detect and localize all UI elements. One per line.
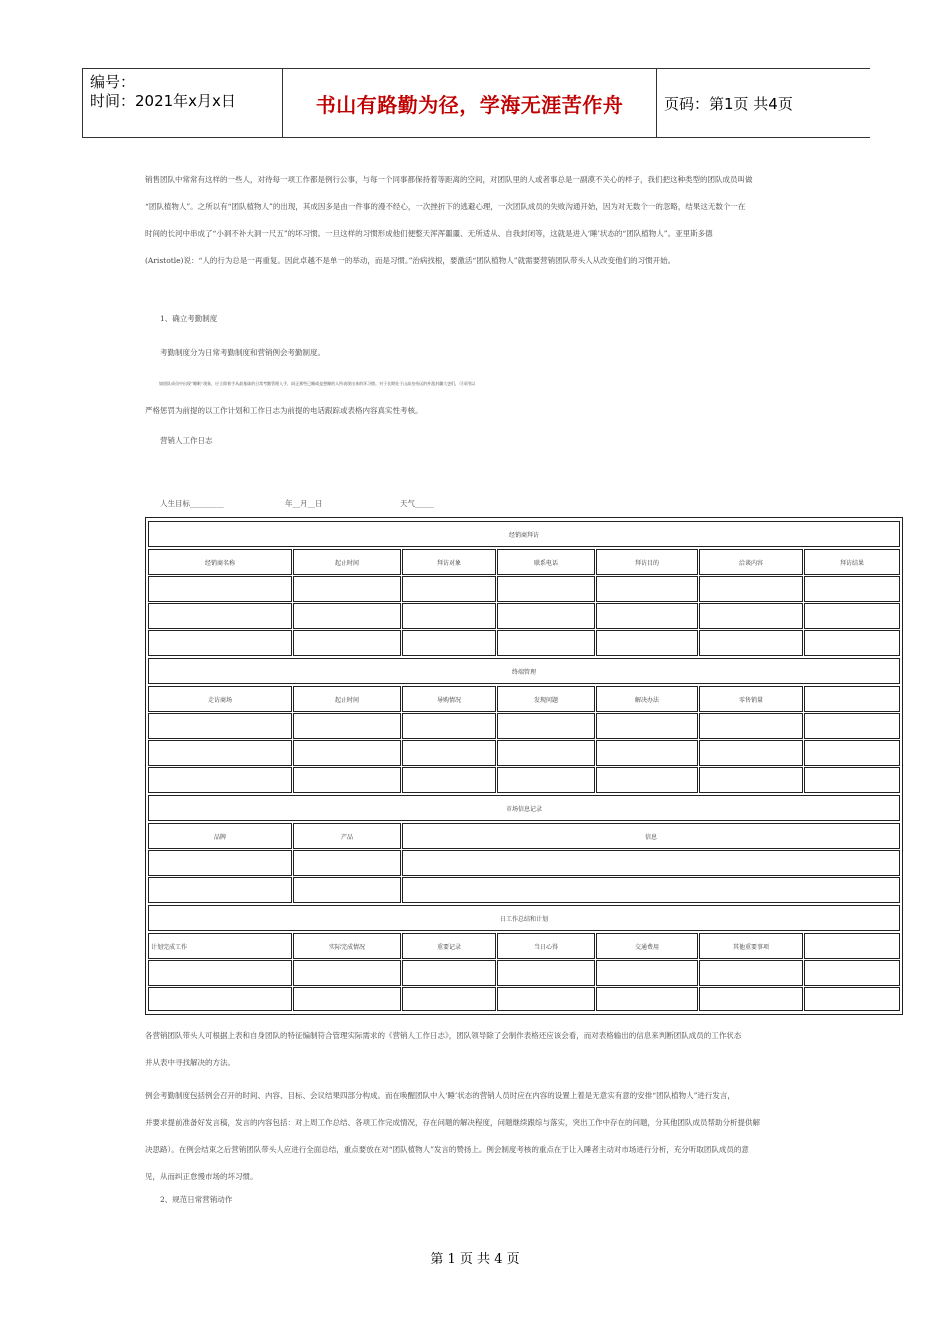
table-cell[interactable]: [804, 987, 900, 1011]
work-log-title: 营销人工作日志: [160, 436, 213, 445]
table-cell[interactable]: [293, 767, 401, 793]
table-section-title: 市场信息记录: [148, 795, 900, 821]
table-header-cell: 当日心得: [497, 933, 595, 959]
table-header-cell: 解决办法: [596, 686, 698, 712]
text-line: (Aristotle)说：“人的行为总是一再重复。因此卓越不是单一的举动，而是习惯。”治病找根，要激活“团队植物人”就需要营销团队带头人从改变他们的习惯开始。: [145, 256, 676, 265]
table-header-cell: 其他重要事项: [699, 933, 803, 959]
table-header-cell: 品牌: [148, 823, 292, 849]
section-2-title: 2、规范日常营销动作: [160, 1195, 233, 1204]
table-cell[interactable]: [293, 630, 401, 656]
table-cell[interactable]: [596, 767, 698, 793]
table-header-cell: 拜访对象: [402, 549, 496, 575]
table-cell[interactable]: [402, 877, 900, 903]
header-divider: [82, 69, 83, 137]
table-cell[interactable]: [402, 576, 496, 602]
table-header-cell: 起止时间: [293, 686, 401, 712]
table-header-cell: 起止时间: [293, 549, 401, 575]
life-goal-field: 人生目标_________: [160, 499, 224, 508]
table-cell[interactable]: [596, 960, 698, 986]
table-header-cell: [804, 933, 900, 959]
after-table-paragraph: [145, 1022, 805, 1076]
text-line: 并从表中寻找解决的方法。: [145, 1058, 235, 1067]
header-page-code: 页码：第1页 共4页: [664, 95, 793, 113]
text-line: “团队植物人”。之所以有“团队植物人”的出现，其成因多是由一件事的漫不经心，一次挫折下的逃避心理，一次团队成员的失败沟通开始，因为对无数个一的忽略，结果这无数个一在: [145, 202, 746, 211]
text-line: 销售团队中常常有这样的一些人，对待每一项工作都是例行公事，与每一个同事都保持着等距离的空间，对团队里的人或者事总是一副漠不关心的样子，我们把这种类型的团队成员叫做: [145, 175, 753, 184]
table-cell[interactable]: [148, 576, 292, 602]
table-cell[interactable]: [804, 713, 900, 739]
table-cell[interactable]: [596, 603, 698, 629]
table-cell[interactable]: [293, 740, 401, 766]
table-cell[interactable]: [497, 576, 595, 602]
table-header-cell: 零售销量: [699, 686, 803, 712]
table-cell[interactable]: [148, 603, 292, 629]
table-cell[interactable]: [497, 630, 595, 656]
meeting-paragraph: [145, 1082, 805, 1190]
text-line: 例会考勤制度包括例会召开的时间、内容、目标、会议结果四部分构成。而在唤醒团队中入‘睡’状态的营销人员时应在内容的设置上着是无意实有意的安排“团队植物人”进行发言，: [145, 1091, 735, 1100]
header-divider: [656, 69, 657, 137]
table-cell[interactable]: [596, 576, 698, 602]
table-cell[interactable]: [596, 630, 698, 656]
table-cell[interactable]: [699, 713, 803, 739]
table-cell[interactable]: [804, 740, 900, 766]
table-cell[interactable]: [699, 960, 803, 986]
table-header-cell: 产品: [293, 823, 401, 849]
table-cell[interactable]: [596, 740, 698, 766]
table-cell[interactable]: [402, 603, 496, 629]
table-cell[interactable]: [293, 960, 401, 986]
table-header-cell: 联系电话: [497, 549, 595, 575]
table-cell[interactable]: [293, 603, 401, 629]
table-header-cell: 信息: [402, 823, 900, 849]
table-header-cell: 走访商场: [148, 686, 292, 712]
date-field: 年__月__日: [285, 499, 323, 508]
table-cell[interactable]: [148, 850, 292, 876]
section-1-title: 1、确立考勤制度: [160, 314, 218, 323]
table-header-cell: 实际完成情况: [293, 933, 401, 959]
table-cell[interactable]: [293, 877, 401, 903]
table-cell[interactable]: [402, 630, 496, 656]
page-footer: 第 1 页 共 4 页: [430, 1252, 520, 1267]
table-cell[interactable]: [148, 767, 292, 793]
table-cell[interactable]: [497, 740, 595, 766]
table-cell[interactable]: [402, 960, 496, 986]
number-label: 编号：: [90, 73, 136, 91]
table-cell[interactable]: [148, 877, 292, 903]
table-header-cell: 发现问题: [497, 686, 595, 712]
table-header-cell: 经销商名称: [148, 549, 292, 575]
table-cell[interactable]: [293, 713, 401, 739]
table-cell[interactable]: [497, 987, 595, 1011]
intro-paragraph: [145, 166, 805, 274]
table-cell[interactable]: [293, 987, 401, 1011]
table-header-cell: 重要记录: [402, 933, 496, 959]
table-header-cell: [804, 686, 900, 712]
table-cell[interactable]: [402, 713, 496, 739]
table-cell[interactable]: [804, 960, 900, 986]
table-cell[interactable]: [402, 740, 496, 766]
table-cell[interactable]: [497, 603, 595, 629]
table-cell[interactable]: [497, 713, 595, 739]
attendance-paragraph: [145, 370, 805, 424]
text-line: 时间的长河中串成了“小洞不补大洞一尺五”的坏习惯。一旦这样的习惯形成他们便整天浑浑噩噩、无所适从、自我封闭等，这就是进入‘睡’状态的“团队植物人”。亚里斯多德: [145, 229, 713, 238]
table-cell[interactable]: [402, 987, 496, 1011]
text-line: 如团队成员中出现“睡眠”现象，应立即着手从最基础的日常考勤管理入手，纠正那些已睡或是想睡的人所表现出来的坏习惯。对于长期处于山高皇帝远的外派封疆大吏们，可采用以: [159, 381, 476, 386]
table-cell[interactable]: [804, 576, 900, 602]
table-cell[interactable]: [699, 767, 803, 793]
table-header-cell: 交通费用: [596, 933, 698, 959]
header-motto: 书山有路勤为径，学海无涯苦作舟: [315, 92, 624, 117]
table-cell[interactable]: [699, 603, 803, 629]
table-cell[interactable]: [596, 713, 698, 739]
table-section-title: 终端管理: [148, 658, 900, 684]
work-log-table: [145, 517, 903, 1015]
table-cell[interactable]: [497, 767, 595, 793]
table-cell[interactable]: [148, 740, 292, 766]
table-header-cell: 拜访结果: [804, 549, 900, 575]
table-header-cell: 洽谈内容: [699, 549, 803, 575]
weather-field: 天气_____: [400, 499, 434, 508]
table-header-cell: 导购情况: [402, 686, 496, 712]
table-cell[interactable]: [699, 576, 803, 602]
table-cell[interactable]: [148, 630, 292, 656]
table-cell[interactable]: [699, 740, 803, 766]
table-header-cell: 计划完成工作: [148, 933, 292, 959]
attendance-intro: 考勤制度分为日常考勤制度和营销例会考勤制度。: [160, 348, 325, 357]
table-cell[interactable]: [293, 576, 401, 602]
table-section-title: 日工作总结和计划: [148, 905, 900, 931]
text-line: 并要求提前准备好发言稿，发言的内容包括：对上周工作总结、各项工作完成情况，存在问题的解决程度，问题继续跟综与落实，突出工作中存在的问题，分其他团队成员帮助分析提供解: [145, 1118, 760, 1127]
header-meta: [90, 73, 236, 111]
table-cell[interactable]: [497, 960, 595, 986]
text-line: 各营销团队带头人可根据上表和自身团队的特征编制符合管理实际需求的《营销人工作日志》，团队领导除了会制作表格还应该会看，而对表格输出的信息来判断团队成员的工作状态: [145, 1031, 742, 1040]
table-cell[interactable]: [699, 987, 803, 1011]
text-line: 见，从而纠正怠慢市场的坏习惯。: [145, 1172, 258, 1181]
table-cell[interactable]: [148, 713, 292, 739]
table-section-title: 经销商拜访: [148, 521, 900, 547]
table-cell[interactable]: [699, 630, 803, 656]
table-cell[interactable]: [402, 850, 900, 876]
table-header-cell: 拜访目的: [596, 549, 698, 575]
table-cell[interactable]: [804, 630, 900, 656]
document-header: [82, 68, 870, 138]
table-cell[interactable]: [293, 850, 401, 876]
table-cell[interactable]: [148, 960, 292, 986]
text-line: 决思路）。在例会结束之后营销团队带头人应进行全面总结，重点要放在对“团队植物人”发言的赞扬上。例会制度考核的重点在于让入睡者主动对市场进行分析，充分听取团队成员的意: [145, 1145, 749, 1154]
table-cell[interactable]: [402, 767, 496, 793]
table-cell[interactable]: [596, 987, 698, 1011]
text-line: 严格惩罚为前提的以工作计划和工作日志为前提的电话跟踪或表格内容真实性考核。: [145, 406, 423, 415]
table-cell[interactable]: [804, 603, 900, 629]
time-label: 时间：2021年x月x日: [90, 92, 236, 110]
table-cell[interactable]: [148, 987, 292, 1011]
table-cell[interactable]: [804, 767, 900, 793]
